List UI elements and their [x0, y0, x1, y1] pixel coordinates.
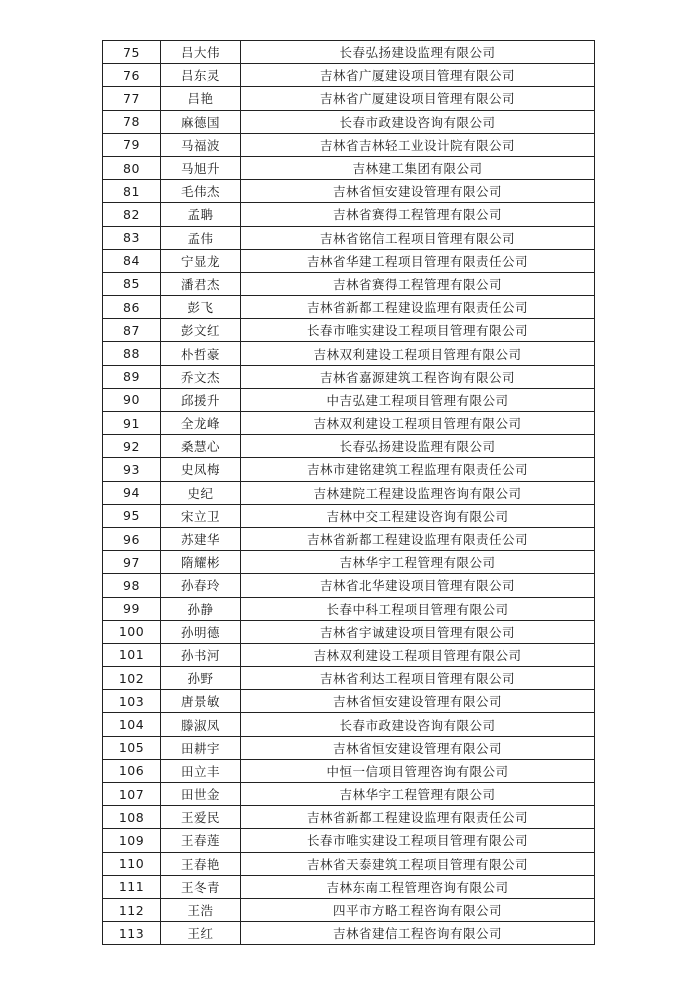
table-row [103, 296, 595, 319]
table-row [103, 87, 595, 110]
company-name-cell: 中吉弘建工程项目管理有限公司 [241, 388, 595, 411]
row-number-cell: 107 [103, 783, 161, 806]
row-number-cell: 94 [103, 481, 161, 504]
table-row [103, 875, 595, 898]
company-name-cell: 吉林省恒安建设管理有限公司 [241, 736, 595, 759]
row-number-cell: 87 [103, 319, 161, 342]
table-row [103, 203, 595, 226]
row-number-cell: 108 [103, 806, 161, 829]
person-name-cell: 王红 [161, 922, 241, 945]
company-name-cell: 吉林省恒安建设管理有限公司 [241, 180, 595, 203]
company-name-cell: 吉林省宇诚建设项目管理有限公司 [241, 620, 595, 643]
table-row [103, 319, 595, 342]
person-name-cell: 田立丰 [161, 759, 241, 782]
company-name-cell: 吉林省吉林轻工业设计院有限公司 [241, 133, 595, 156]
company-name-cell: 长春弘扬建设监理有限公司 [241, 435, 595, 458]
company-name-cell: 吉林市建铭建筑工程监理有限责任公司 [241, 458, 595, 481]
person-name-cell: 全龙峰 [161, 412, 241, 435]
person-name-cell: 史纪 [161, 481, 241, 504]
row-number-cell: 103 [103, 690, 161, 713]
company-name-cell: 长春市唯实建设工程项目管理有限公司 [241, 829, 595, 852]
company-name-cell: 吉林省天泰建筑工程项目管理有限公司 [241, 852, 595, 875]
person-name-cell: 唐景敏 [161, 690, 241, 713]
company-name-cell: 吉林省利达工程项目管理有限公司 [241, 667, 595, 690]
person-name-cell: 孟聃 [161, 203, 241, 226]
person-name-cell: 彭飞 [161, 296, 241, 319]
table-row [103, 133, 595, 156]
row-number-cell: 111 [103, 875, 161, 898]
row-number-cell: 97 [103, 551, 161, 574]
person-name-cell: 桑慧心 [161, 435, 241, 458]
roster-table [102, 40, 595, 945]
company-name-cell: 吉林省新都工程建设监理有限责任公司 [241, 806, 595, 829]
table-row [103, 458, 595, 481]
table-row [103, 41, 595, 64]
table-row [103, 342, 595, 365]
table-row [103, 388, 595, 411]
table-row [103, 806, 595, 829]
company-name-cell: 吉林省铭信工程项目管理有限公司 [241, 226, 595, 249]
table-row [103, 667, 595, 690]
row-number-cell: 100 [103, 620, 161, 643]
company-name-cell: 长春弘扬建设监理有限公司 [241, 41, 595, 64]
table-row [103, 110, 595, 133]
person-name-cell: 孙春玲 [161, 574, 241, 597]
row-number-cell: 113 [103, 922, 161, 945]
company-name-cell: 吉林省北华建设项目管理有限公司 [241, 574, 595, 597]
row-number-cell: 99 [103, 597, 161, 620]
person-name-cell: 潘君杰 [161, 272, 241, 295]
table-row [103, 365, 595, 388]
company-name-cell: 吉林中交工程建设咨询有限公司 [241, 504, 595, 527]
row-number-cell: 101 [103, 643, 161, 666]
row-number-cell: 79 [103, 133, 161, 156]
table-row [103, 898, 595, 921]
person-name-cell: 宋立卫 [161, 504, 241, 527]
row-number-cell: 91 [103, 412, 161, 435]
table-row [103, 922, 595, 945]
row-number-cell: 75 [103, 41, 161, 64]
company-name-cell: 长春中科工程项目管理有限公司 [241, 597, 595, 620]
company-name-cell: 吉林双利建设工程项目管理有限公司 [241, 342, 595, 365]
row-number-cell: 84 [103, 249, 161, 272]
person-name-cell: 麻德国 [161, 110, 241, 133]
table-row [103, 690, 595, 713]
company-name-cell: 吉林建工集团有限公司 [241, 156, 595, 179]
person-name-cell: 滕淑凤 [161, 713, 241, 736]
company-name-cell: 吉林东南工程管理咨询有限公司 [241, 875, 595, 898]
person-name-cell: 孙静 [161, 597, 241, 620]
table-row [103, 272, 595, 295]
row-number-cell: 93 [103, 458, 161, 481]
table-row [103, 527, 595, 550]
person-name-cell: 毛伟杰 [161, 180, 241, 203]
person-name-cell: 王冬青 [161, 875, 241, 898]
row-number-cell: 85 [103, 272, 161, 295]
person-name-cell: 史凤梅 [161, 458, 241, 481]
table-row [103, 759, 595, 782]
row-number-cell: 96 [103, 527, 161, 550]
person-name-cell: 王春莲 [161, 829, 241, 852]
person-name-cell: 吕东灵 [161, 64, 241, 87]
table-row [103, 574, 595, 597]
table-row [103, 226, 595, 249]
company-name-cell: 吉林华宇工程管理有限公司 [241, 551, 595, 574]
table-row [103, 597, 595, 620]
company-name-cell: 吉林华宇工程管理有限公司 [241, 783, 595, 806]
company-name-cell: 长春市政建设咨询有限公司 [241, 713, 595, 736]
row-number-cell: 88 [103, 342, 161, 365]
company-name-cell: 吉林双利建设工程项目管理有限公司 [241, 412, 595, 435]
row-number-cell: 95 [103, 504, 161, 527]
row-number-cell: 82 [103, 203, 161, 226]
row-number-cell: 106 [103, 759, 161, 782]
person-name-cell: 彭文红 [161, 319, 241, 342]
row-number-cell: 90 [103, 388, 161, 411]
table-row [103, 783, 595, 806]
row-number-cell: 112 [103, 898, 161, 921]
table-row [103, 180, 595, 203]
table-row [103, 643, 595, 666]
company-name-cell: 吉林省广厦建设项目管理有限公司 [241, 87, 595, 110]
table-row [103, 829, 595, 852]
table-row [103, 156, 595, 179]
table-row [103, 620, 595, 643]
table-row [103, 435, 595, 458]
person-name-cell: 苏建华 [161, 527, 241, 550]
person-name-cell: 马旭升 [161, 156, 241, 179]
person-name-cell: 马福波 [161, 133, 241, 156]
person-name-cell: 孙野 [161, 667, 241, 690]
person-name-cell: 孙书河 [161, 643, 241, 666]
row-number-cell: 86 [103, 296, 161, 319]
row-number-cell: 105 [103, 736, 161, 759]
company-name-cell: 吉林省赛得工程管理有限公司 [241, 203, 595, 226]
person-name-cell: 宁显龙 [161, 249, 241, 272]
company-name-cell: 吉林省新都工程建设监理有限责任公司 [241, 296, 595, 319]
company-name-cell: 吉林省嘉源建筑工程咨询有限公司 [241, 365, 595, 388]
table-row [103, 249, 595, 272]
table-row [103, 736, 595, 759]
table-row [103, 64, 595, 87]
person-name-cell: 孟伟 [161, 226, 241, 249]
table-row [103, 481, 595, 504]
person-name-cell: 隋耀彬 [161, 551, 241, 574]
person-name-cell: 吕大伟 [161, 41, 241, 64]
row-number-cell: 89 [103, 365, 161, 388]
row-number-cell: 102 [103, 667, 161, 690]
company-name-cell: 吉林省新都工程建设监理有限责任公司 [241, 527, 595, 550]
row-number-cell: 109 [103, 829, 161, 852]
row-number-cell: 78 [103, 110, 161, 133]
person-name-cell: 乔文杰 [161, 365, 241, 388]
person-name-cell: 朴哲豪 [161, 342, 241, 365]
row-number-cell: 81 [103, 180, 161, 203]
row-number-cell: 80 [103, 156, 161, 179]
table-row [103, 412, 595, 435]
company-name-cell: 吉林双利建设工程项目管理有限公司 [241, 643, 595, 666]
person-name-cell: 孙明德 [161, 620, 241, 643]
table-row [103, 551, 595, 574]
table-row [103, 852, 595, 875]
row-number-cell: 104 [103, 713, 161, 736]
company-name-cell: 长春市唯实建设工程项目管理有限公司 [241, 319, 595, 342]
person-name-cell: 吕艳 [161, 87, 241, 110]
row-number-cell: 83 [103, 226, 161, 249]
person-name-cell: 邱援升 [161, 388, 241, 411]
table-row [103, 504, 595, 527]
row-number-cell: 92 [103, 435, 161, 458]
table-row [103, 713, 595, 736]
roster-body [103, 41, 595, 945]
person-name-cell: 田耕宇 [161, 736, 241, 759]
person-name-cell: 王浩 [161, 898, 241, 921]
person-name-cell: 王春艳 [161, 852, 241, 875]
company-name-cell: 中恒一信项目管理咨询有限公司 [241, 759, 595, 782]
row-number-cell: 77 [103, 87, 161, 110]
company-name-cell: 吉林建院工程建设监理咨询有限公司 [241, 481, 595, 504]
company-name-cell: 吉林省赛得工程管理有限公司 [241, 272, 595, 295]
company-name-cell: 吉林省建信工程咨询有限公司 [241, 922, 595, 945]
person-name-cell: 田世金 [161, 783, 241, 806]
row-number-cell: 76 [103, 64, 161, 87]
company-name-cell: 长春市政建设咨询有限公司 [241, 110, 595, 133]
person-name-cell: 王爱民 [161, 806, 241, 829]
row-number-cell: 98 [103, 574, 161, 597]
company-name-cell: 四平市方略工程咨询有限公司 [241, 898, 595, 921]
company-name-cell: 吉林省恒安建设管理有限公司 [241, 690, 595, 713]
row-number-cell: 110 [103, 852, 161, 875]
company-name-cell: 吉林省华建工程项目管理有限责任公司 [241, 249, 595, 272]
company-name-cell: 吉林省广厦建设项目管理有限公司 [241, 64, 595, 87]
